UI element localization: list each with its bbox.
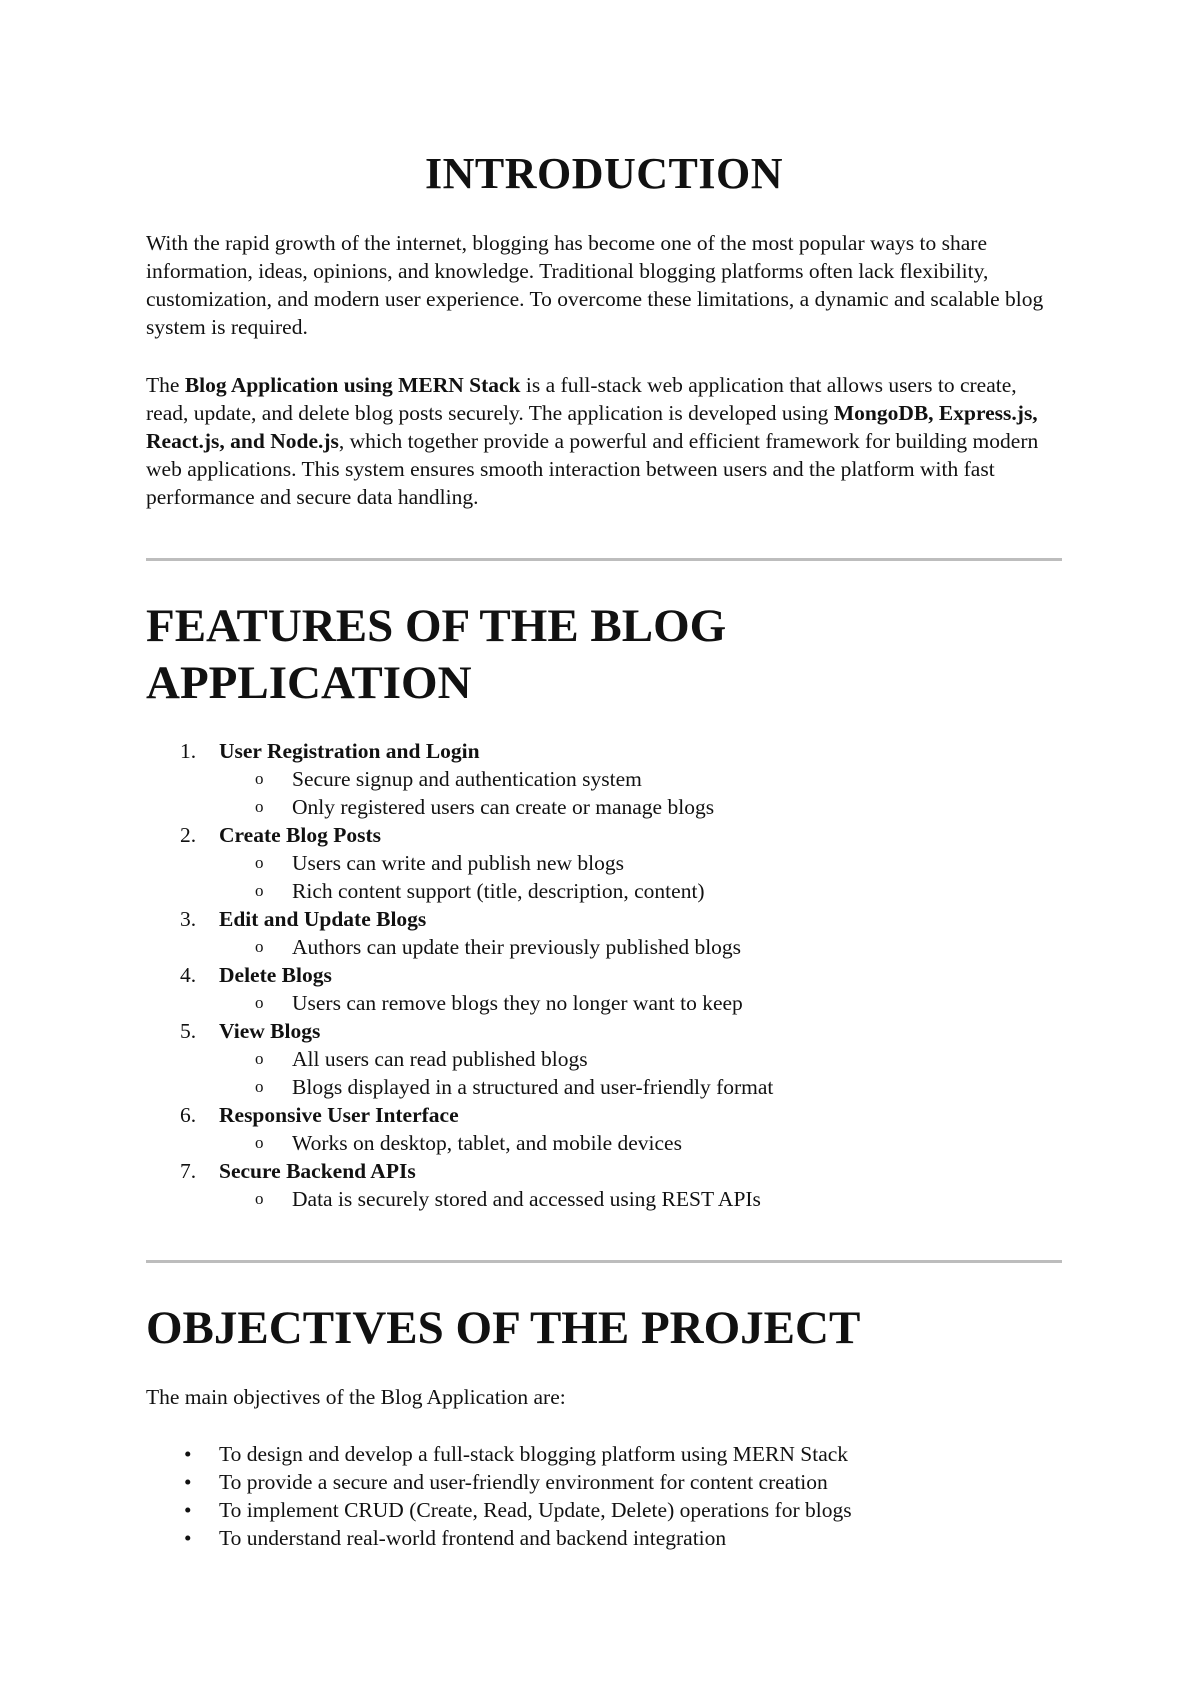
sub-bullet-icon: o — [255, 769, 264, 788]
sub-item-text: Only registered users can create or manage blogs — [292, 795, 715, 819]
sub-bullet-icon: o — [255, 881, 264, 900]
feature-sub-list — [219, 1045, 773, 1101]
objective-item — [146, 1468, 852, 1496]
feature-sub-list — [219, 989, 773, 1017]
feature-number: 6. — [180, 1103, 197, 1127]
sub-item-text: Data is securely stored and accessed using REST APIs — [292, 1187, 761, 1211]
sub-bullet-icon: o — [255, 1189, 264, 1208]
horizontal-divider — [146, 1260, 1062, 1263]
objectives-heading: OBJECTIVES OF THE PROJECT — [146, 1302, 861, 1354]
feature-sub-item — [219, 765, 773, 793]
bullet-icon: • — [184, 1526, 192, 1550]
feature-title: Responsive User Interface — [219, 1103, 459, 1127]
text-run: The — [146, 373, 185, 397]
text-run: , which together provide a powerful and efficient framework for building modern web applications. This system ensures smooth interaction between users and the platform with fast performance and secure data handling. — [146, 429, 1039, 509]
objective-item — [146, 1440, 852, 1468]
feature-sub-item — [219, 1129, 773, 1157]
feature-number: 7. — [180, 1159, 197, 1183]
feature-sub-item — [219, 793, 773, 821]
feature-title: Edit and Update Blogs — [219, 907, 427, 931]
bold-run: MongoDB, Express.js, React.js, and Node.js — [146, 401, 1038, 453]
sub-item-text: Users can write and publish new blogs — [292, 851, 624, 875]
feature-sub-list — [219, 933, 773, 961]
feature-title: View Blogs — [219, 1019, 321, 1043]
objective-item — [146, 1524, 852, 1552]
introduction-paragraph-2 — [146, 371, 1062, 511]
sub-item-text: All users can read published blogs — [292, 1047, 588, 1071]
bullet-icon: • — [184, 1498, 192, 1522]
sub-bullet-icon: o — [255, 1077, 264, 1096]
feature-item — [146, 821, 773, 905]
feature-item — [146, 961, 773, 1017]
feature-sub-item — [219, 989, 773, 1017]
feature-number: 5. — [180, 1019, 197, 1043]
feature-title: User Registration and Login — [219, 739, 480, 763]
sub-bullet-icon: o — [255, 1133, 264, 1152]
feature-title: Create Blog Posts — [219, 823, 382, 847]
sub-item-text: Works on desktop, tablet, and mobile devices — [292, 1131, 682, 1155]
objectives-list — [146, 1440, 852, 1552]
introduction-paragraph-1: With the rapid growth of the internet, blogging has become one of the most popular ways to share information, ideas, opinions, and knowledge. Traditional blogging platforms often lack flexibility, customization, and modern user experience. To overcome these limitations, a dynamic and scalable blog system is required. — [146, 231, 1044, 339]
feature-item — [146, 737, 773, 821]
sub-item-text: Rich content support (title, description, content) — [292, 879, 705, 903]
features-heading: FEATURES OF THE BLOG APPLICATION — [146, 600, 727, 709]
feature-item — [146, 1101, 773, 1157]
feature-number: 2. — [180, 823, 197, 847]
objective-item — [146, 1496, 852, 1524]
feature-sub-list — [219, 765, 773, 821]
feature-title: Secure Backend APIs — [219, 1159, 416, 1183]
horizontal-divider — [146, 558, 1062, 561]
feature-item — [146, 905, 773, 961]
feature-title: Delete Blogs — [219, 963, 332, 987]
bullet-icon: • — [184, 1442, 192, 1466]
objective-text: To design and develop a full-stack blogging platform using MERN Stack — [219, 1442, 849, 1466]
objective-text: To implement CRUD (Create, Read, Update, Delete) operations for blogs — [219, 1498, 852, 1522]
feature-number: 1. — [180, 739, 197, 763]
feature-sub-item — [219, 849, 773, 877]
objectives-intro: The main objectives of the Blog Application are: — [146, 1385, 566, 1409]
feature-sub-item — [219, 1073, 773, 1101]
text-run: is a full-stack web application that allows users to create, read, update, and delete blog posts securely. The application is developed using — [146, 373, 1017, 425]
feature-sub-item — [219, 933, 773, 961]
sub-bullet-icon: o — [255, 937, 264, 956]
sub-item-text: Authors can update their previously published blogs — [292, 935, 742, 959]
sub-bullet-icon: o — [255, 993, 264, 1012]
feature-sub-item — [219, 1185, 773, 1213]
sub-item-text: Users can remove blogs they no longer want to keep — [292, 991, 743, 1015]
feature-sub-list — [219, 1129, 773, 1157]
sub-bullet-icon: o — [255, 797, 264, 816]
objective-text: To provide a secure and user-friendly environment for content creation — [219, 1470, 828, 1494]
feature-sub-list — [219, 849, 773, 905]
feature-item — [146, 1157, 773, 1213]
feature-sub-item — [219, 877, 773, 905]
objective-text: To understand real-world frontend and backend integration — [219, 1526, 727, 1550]
feature-number: 3. — [180, 907, 197, 931]
features-list — [146, 737, 773, 1213]
feature-sub-list — [219, 1185, 773, 1213]
sub-item-text: Blogs displayed in a structured and user-friendly format — [292, 1075, 774, 1099]
sub-item-text: Secure signup and authentication system — [292, 767, 642, 791]
bullet-icon: • — [184, 1470, 192, 1494]
feature-number: 4. — [180, 963, 197, 987]
feature-item — [146, 1017, 773, 1101]
introduction-heading: INTRODUCTION — [424, 149, 784, 198]
sub-bullet-icon: o — [255, 853, 264, 872]
feature-sub-item — [219, 1045, 773, 1073]
sub-bullet-icon: o — [255, 1049, 264, 1068]
bold-run: Blog Application using MERN Stack — [184, 373, 521, 397]
